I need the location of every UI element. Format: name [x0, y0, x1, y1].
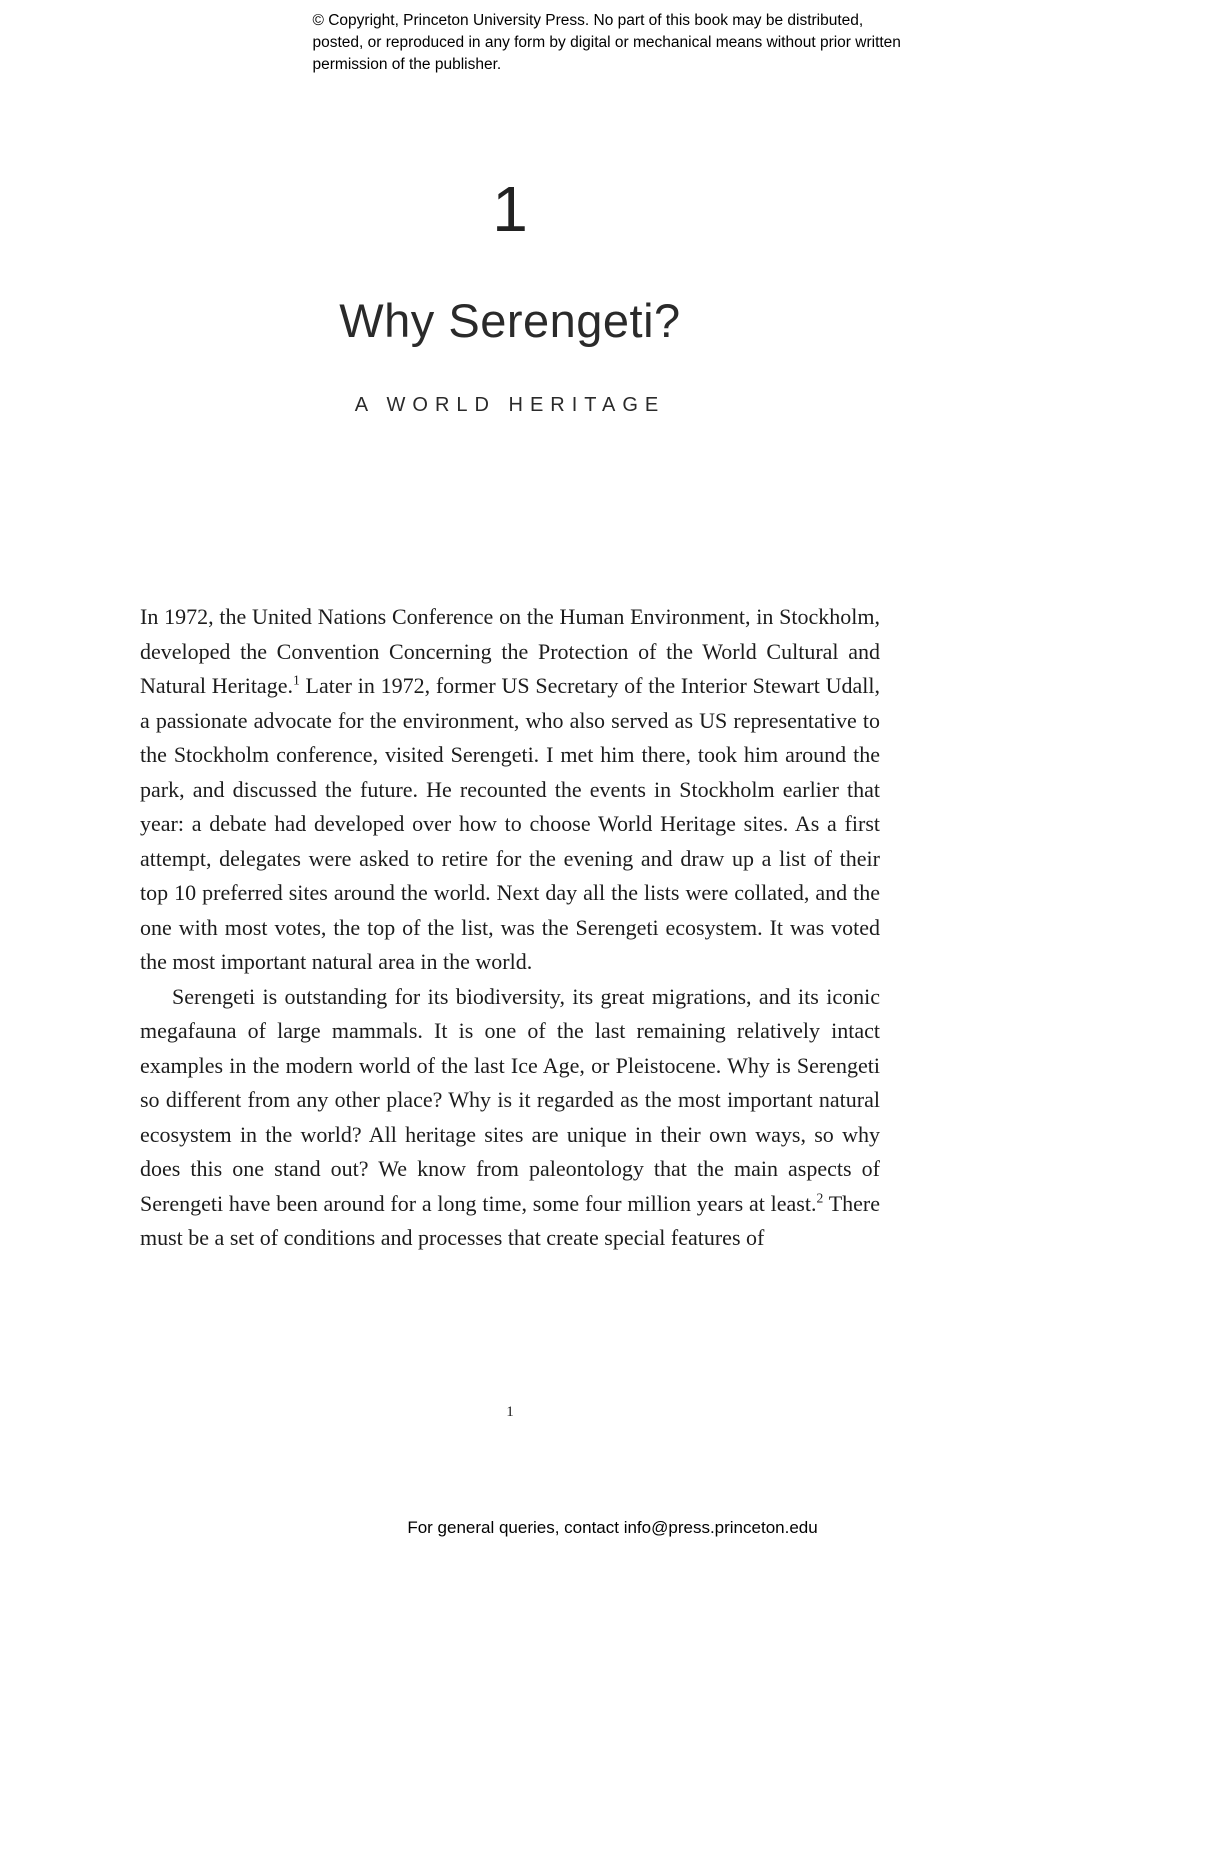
- paragraph-2-text-continued: There must be a set of conditions and processes that create special features of: [140, 1190, 880, 1250]
- paragraph-1: [140, 600, 880, 980]
- paragraph-2: [140, 980, 880, 1256]
- body-text: [140, 600, 880, 1256]
- copyright-notice: © Copyright, Princeton University Press. No part of this book may be distributed, posted, or reproduced in any form by digital or mechanical means without prior written permission of the publisher.: [312, 12, 901, 73]
- paragraph-1-text: In 1972, the United Nations Conference on the Human Environment, in Stockholm, developed the Convention Concerning the Protection of the World Cultural and Natural Heritage.: [140, 604, 880, 698]
- footnote-ref-1: 1: [292, 672, 300, 688]
- footer-contact: For general queries, contact info@press.princeton.edu: [407, 1518, 818, 1537]
- chapter-subtitle: A WORLD HERITAGE: [354, 394, 666, 416]
- footnote-ref-2: 2: [816, 1190, 824, 1206]
- chapter-title: Why Serengeti?: [339, 294, 681, 347]
- content-column: [140, 0, 880, 1850]
- paragraph-1-text-continued: Later in 1972, former US Secretary of the Interior Stewart Udall, a passionate advocate for the environment, who also served as US representative to the Stockholm conference, visited Serengeti. I met him there, took him around the park, and discussed the future. He recounted the events in Stockholm earlier that year: a debate had developed over how to choose World Heritage sites. As a first attempt, delegates were asked to retire for the evening and draw up a list of their top 10 preferred sites around the world. Next day all the lists were collated, and the one with most votes, the top of the list, was the Serengeti ecosystem. It was voted the most important natural area in the world.: [140, 673, 880, 974]
- chapter-number: 1: [492, 173, 528, 245]
- page-number: 1: [506, 1404, 514, 1420]
- paragraph-2-text: Serengeti is outstanding for its biodiversity, its great migrations, and its iconic megafauna of large mammals. It is one of the last remaining relatively intact examples in the modern world of the last Ice Age, or Pleistocene. Why is Serengeti so different from any other place? Why is it regarded as the most important natural ecosystem in the world? All heritage sites are unique in their own ways, so why does this one stand out? We know from paleontology that the main aspects of Serengeti have been around for a long time, some four million years at least.: [140, 983, 880, 1216]
